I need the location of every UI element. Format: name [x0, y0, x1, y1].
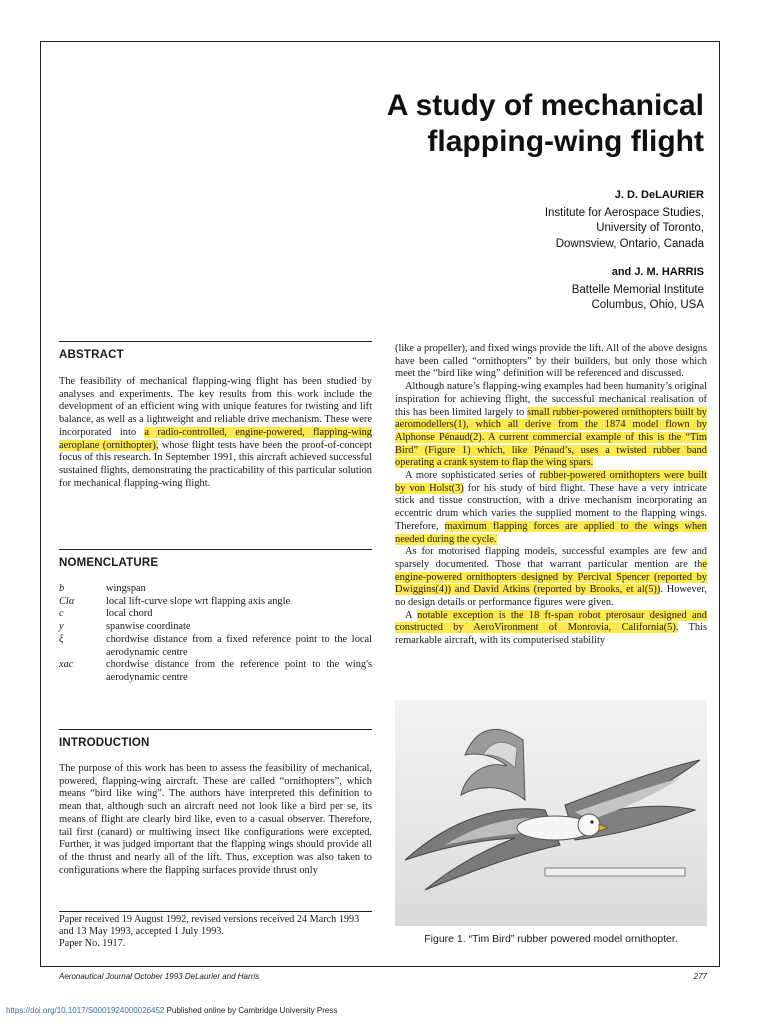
nomenclature-item	[59, 608, 372, 621]
highlight: small rubber-powered ornithopters built by aeromodellers(1), which all derive from the 1874 model flown by Alphonse Pénaud(2). A current commercial example of this is the “Tim Bird” (Figure 1) which, like Pénaud’s, uses a twisted rubber band operating a crank system to flap the wing spars.	[395, 406, 707, 469]
highlight: notable exception is the 18 ft-span robot pterosaur designed and constructed by AeroVironment of Monrovia, California(5).	[395, 609, 707, 634]
introduction-text	[59, 763, 372, 877]
author-affiliation: Downsview, Ontario, Canada	[555, 237, 704, 250]
abstract-section	[59, 341, 372, 490]
highlight: maximum flapping forces are applied to the wings when needed during the cycle.	[395, 520, 707, 545]
author-affiliation: Battelle Memorial Institute	[571, 283, 704, 296]
nomenclature-heading: NOMENCLATURE	[59, 549, 372, 569]
author-block-2	[344, 265, 704, 314]
received-dates: Paper received 19 August 1992, revised versions received 24 March 1993 and 13 May 1993, accepted 1 July 1993.	[59, 914, 360, 937]
introduction-heading: INTRODUCTION	[59, 729, 372, 749]
author-affiliation: Columbus, Ohio, USA	[591, 299, 704, 311]
highlight: e engine-powered ornithopters designed by Percival Spencer (reported by Dwiggins(4)) and David Atkins (reported by Brooks, et al(5))	[395, 558, 707, 596]
nomenclature-definition: local chord	[106, 608, 153, 620]
nomenclature-item	[59, 659, 372, 684]
body-paragraph	[395, 381, 707, 470]
title-line-2: flapping-wing flight	[427, 125, 704, 158]
page-number: 277	[693, 972, 707, 981]
body-paragraph	[395, 610, 707, 648]
nomenclature-definition: spanwise coordinate	[106, 621, 191, 633]
nomenclature-item	[59, 596, 372, 609]
abstract-text-part: The feasibility of mechanical flapping-wing flight has been studied by analyses and experiments. The key results from this work include the development of an efficient wing with unique features for twisting and lift balance, as well as a lightweight and reliable drive mechanism. These were incorporated into	[59, 376, 372, 438]
page-footer	[59, 972, 707, 981]
nomenclature-definition: wingspan	[106, 583, 146, 594]
abstract-text-part: whose flight tests have been the proof-of-concept focus of this research. In September 1991, this aircraft achieved successful sustained flights, demonstrating the practicability of this particular solution for mechanical flapping-wing flight.	[59, 439, 372, 489]
nomenclature-definition: chordwise distance from the reference point to the wing's aerodynamic centre	[106, 659, 372, 683]
nomenclature-symbol: b	[59, 583, 65, 594]
abstract-highlight: a radio-controlled, engine-powered, flapping-wing aeroplane (ornithopter),	[59, 426, 372, 451]
nomenclature-symbol: Clα	[59, 595, 75, 607]
nomenclature-definition: local lift-curve slope wrt flapping axis angle	[106, 595, 291, 607]
abstract-heading: ABSTRACT	[59, 341, 372, 361]
figure-caption: Figure 1. “Tim Bird” rubber powered model ornithopter.	[424, 933, 678, 945]
abstract-text	[59, 376, 372, 490]
received-note	[59, 911, 372, 950]
text-span: . However, no design details or performance figures were given.	[395, 584, 707, 609]
paper-title	[224, 88, 704, 160]
author-name: and J. M. HARRIS	[611, 266, 704, 278]
text-span: A	[405, 609, 418, 621]
text-span: This remarkable aircraft, with its computerised stability	[395, 622, 707, 647]
nomenclature-item	[59, 621, 372, 634]
figure-tim-bird-photo	[395, 700, 707, 926]
nomenclature-definition: chordwise distance from a fixed reference point to the local aerodynamic centre	[106, 633, 372, 658]
nomenclature-section	[59, 549, 372, 685]
nomenclature-item	[59, 634, 372, 659]
paper-number: Paper No. 1917.	[59, 938, 126, 949]
body-paragraph	[395, 470, 707, 546]
author-affiliation: University of Toronto,	[596, 222, 704, 234]
text-span: for his study of bird flight. These have a very intricate stick and tissue construction, with a drive mechanism incorporating an eccentric drum which varies the supplied moment to the flapping wings. Therefore,	[395, 482, 707, 532]
nomenclature-symbol: y	[59, 621, 64, 633]
nomenclature-symbol: c	[59, 608, 64, 620]
doi-publisher-note: Published online by Cambridge University Press	[164, 1006, 338, 1015]
text-span: As for motorised flapping models, successful examples are few and sparsely documented. Those that warrant particular mention are th	[395, 546, 707, 570]
body-paragraph: (like a propeller), and fixed wings provide the lift. All of the above designs have been called “ornithopters” by their builders, but only those which meet the “bird like wing” definition will be referenced and discussed.	[395, 343, 707, 380]
title-line-1: A study of mechanical	[386, 89, 704, 122]
journal-citation: Aeronautical Journal October 1993 DeLaurier and Harris	[59, 972, 260, 981]
author-name: J. D. DeLAURIER	[614, 189, 704, 201]
nomenclature-symbol: ξ	[59, 633, 64, 645]
introduction-section	[59, 729, 372, 877]
text-span: A more sophisticated series of	[405, 470, 540, 482]
introduction-paragraph: The purpose of this work has been to assess the feasibility of mechanical, powered, flapping-wing aircraft. These are called “ornithopters”, which means “bird like wing”. The authors have interpreted this definition to mean that, although such an aircraft need not look like a bird per se, its means of flight are clearly bird like, even to a casual observer. Therefore, tail first (canard) or multiwing insect like configurations were excepted. Further, it was judged important that the flapping wings should provide all of the thrust and nearly all of the lift. Thus, exception was also taken to configurations where the flapping surfaces provide thrust only	[59, 763, 372, 876]
nomenclature-symbol: xac	[59, 659, 74, 671]
doi-line	[6, 1006, 337, 1015]
right-column-text	[395, 343, 707, 648]
nomenclature-item	[59, 583, 372, 596]
highlight: rubber-powered ornithopters were built by von Holst(3)	[395, 470, 707, 494]
author-affiliation: Institute for Aerospace Studies,	[544, 206, 704, 219]
author-block-1	[344, 188, 704, 252]
body-paragraph	[395, 546, 707, 610]
text-span: Although nature’s flapping-wing examples had been humanity’s original inspiration for achieving flight, the successful mechanical realisation of this has been limited largely to	[395, 381, 707, 418]
doi-link[interactable]: https://doi.org/10.1017/S0001924000026452	[6, 1006, 165, 1015]
ornithopter-illustration	[395, 700, 707, 926]
